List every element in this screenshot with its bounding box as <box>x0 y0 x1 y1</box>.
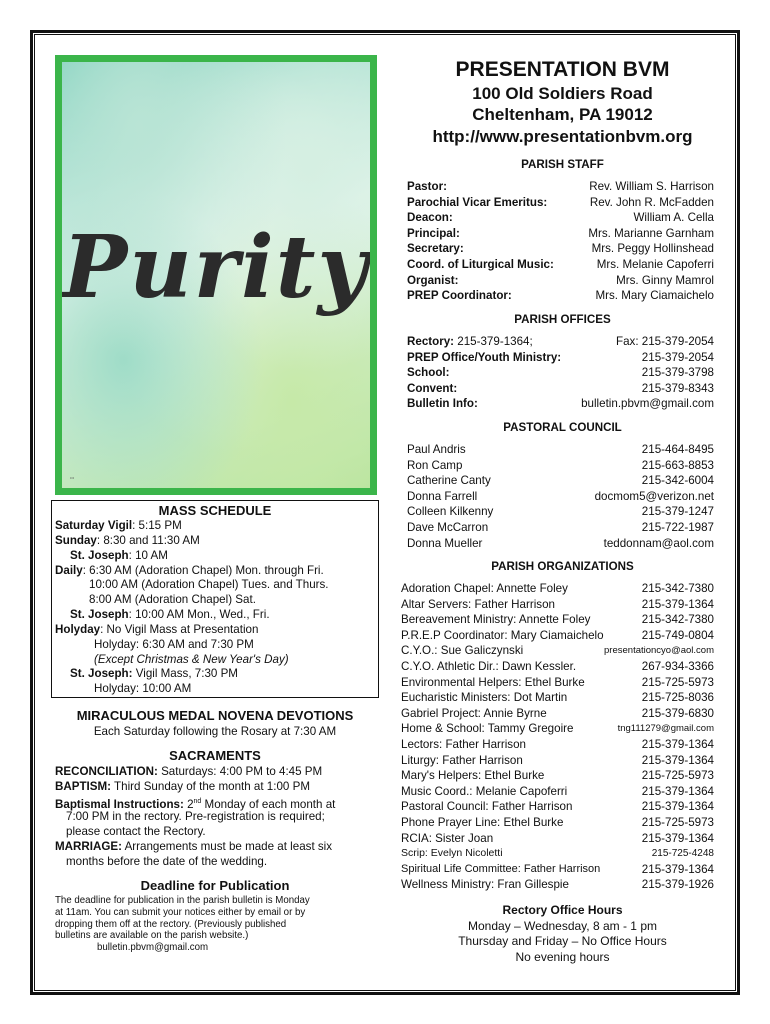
staff-row: Parochial Vicar Emeritus: Rev. John R. McFadden <box>407 195 714 209</box>
council-row: Donna Mueller teddonnam@aol.com <box>407 536 714 550</box>
mass-holyday-line3: (Except Christmas & New Year's Day) <box>94 653 289 666</box>
org-row: Gabriel Project: Annie Byrne 215-379-6830 <box>401 706 714 720</box>
pastoral-council-title: PASTORAL COUNCIL <box>503 421 622 434</box>
org-row: C.Y.O.: Sue Galiczynski presentationcyo@aol.com <box>401 644 714 658</box>
staff-row: Principal: Mrs. Marianne Garnham <box>407 226 714 240</box>
org-row: Bereavement Ministry: Annette Foley 215-342-7380 <box>401 613 714 627</box>
staff-row: Secretary: Mrs. Peggy Hollinshead <box>407 242 714 256</box>
cover-word: Purity <box>62 217 370 318</box>
deadline-line2: at 11am. You can submit your notices either by email or by <box>55 906 306 918</box>
staff-row: Pastor: Rev. William S. Harrison <box>407 180 714 193</box>
org-row: P.R.E.P Coordinator: Mary Ciamaichelo 215-749-0804 <box>401 628 714 642</box>
novena-title: MIRACULOUS MEDAL NOVENA DEVOTIONS <box>76 708 354 723</box>
office-hours-line2: Thursday and Friday – No Office Hours <box>458 934 667 949</box>
office-row-rectory: Rectory: 215-379-1364; Fax: 215-379-2054 <box>407 335 714 348</box>
parish-organizations-list <box>401 581 714 895</box>
mass-daily-line3: 8:00 AM (Adoration Chapel) Sat. <box>89 593 256 606</box>
mass-holyday-line4: Holyday: 10:00 AM <box>94 682 192 695</box>
mass-st-joseph-holyday: St. Joseph: Vigil Mass, 7:30 PM <box>70 667 238 680</box>
staff-row: PREP Coordinator: Mrs. Mary Ciamaichelo <box>407 289 714 303</box>
council-row: Paul Andris 215-464-8495 <box>407 443 714 456</box>
council-row: Colleen Kilkenny 215-379-1247 <box>407 505 714 519</box>
header <box>395 57 730 149</box>
org-row: Spiritual Life Committee: Father Harrison 215-379-1364 <box>401 862 714 876</box>
staff-row: Deacon: William A. Cella <box>407 211 714 225</box>
org-row: Liturgy: Father Harrison 215-379-1364 <box>401 753 714 767</box>
deadline-line4: bulletins are available on the parish website.) <box>55 930 249 942</box>
mass-saturday: Saturday Vigil: 5:15 PM <box>55 519 182 532</box>
council-row: Catherine Canty 215-342-6004 <box>407 474 714 488</box>
mass-holyday-line2: Holyday: 6:30 AM and 7:30 PM <box>94 638 254 651</box>
office-row: Bulletin Info: bulletin.pbvm@gmail.com <box>407 397 714 411</box>
org-row: Altar Servers: Father Harrison 215-379-1364 <box>401 597 714 611</box>
office-hours-line1: Monday – Wednesday, 8 am - 1 pm <box>468 918 657 933</box>
office-hours-title: Rectory Office Hours <box>502 903 623 917</box>
parish-organizations-title: PARISH ORGANIZATIONS <box>491 560 634 573</box>
cover-image <box>55 55 377 495</box>
cover-credit-mark: ••• <box>70 475 75 480</box>
sacrament-baptismal-instructions: Baptismal Instructions: 2nd Monday of each month at <box>55 797 336 811</box>
deadline-title: Deadline for Publication <box>140 878 290 893</box>
office-row: Convent: 215-379-8343 <box>407 381 714 395</box>
deadline-line3: dropping them off at the rectory. (Previously published <box>55 918 287 930</box>
org-row: Mary's Helpers: Ethel Burke 215-725-5973 <box>401 769 714 783</box>
office-hours <box>395 903 730 965</box>
council-row: Ron Camp 215-663-8853 <box>407 458 714 472</box>
org-row: C.Y.O. Athletic Dir.: Dawn Kessler. 267-934-3366 <box>401 660 714 673</box>
council-row: Dave McCarron 215-722-1987 <box>407 521 714 534</box>
office-hours-line3: No evening hours <box>515 949 610 964</box>
sacrament-baptismal-line2: 7:00 PM in the rectory. Pre-registration is required; <box>66 810 325 823</box>
org-row: Lectors: Father Harrison 215-379-1364 <box>401 738 714 751</box>
sacrament-baptism: BAPTISM: Third Sunday of the month at 1:00 PM <box>55 780 310 793</box>
org-row: Eucharistic Ministers: Dot Martin 215-725-8036 <box>401 691 714 705</box>
sacrament-marriage-line2: months before the date of the wedding. <box>66 855 268 868</box>
council-row: Donna Farrell docmom5@verizon.net <box>407 489 714 503</box>
pastoral-council-list <box>407 442 714 554</box>
novena-text: Each Saturday following the Rosary at 7:30 AM <box>93 725 337 738</box>
office-row: PREP Office/Youth Ministry: 215-379-2054 <box>407 350 714 364</box>
office-row: School: 215-379-3798 <box>407 366 714 380</box>
deadline-text <box>55 895 377 954</box>
website[interactable]: http://www.presentationbvm.org <box>432 127 693 146</box>
mass-st-joseph-sunday: St. Joseph: 10 AM <box>70 549 168 562</box>
address-line2: Cheltenham, PA 19012 <box>472 105 653 124</box>
org-row: Environmental Helpers: Ethel Burke 215-725-5973 <box>401 675 714 689</box>
deadline-line1: The deadline for publication in the parish bulletin is Monday <box>55 895 310 906</box>
sacrament-reconciliation: RECONCILIATION: Saturdays: 4:00 PM to 4:45 PM <box>55 765 323 778</box>
deadline-email[interactable]: bulletin.pbvm@gmail.com <box>97 942 209 954</box>
staff-row: Coord. of Liturgical Music: Mrs. Melanie Capoferri <box>407 258 714 271</box>
org-row: Adoration Chapel: Annette Foley 215-342-7380 <box>401 582 714 595</box>
parish-staff-list <box>407 179 714 307</box>
org-row: Pastoral Council: Father Harrison 215-379-1364 <box>401 800 714 814</box>
sacraments-title: SACRAMENTS <box>169 748 261 763</box>
parish-offices-list <box>407 334 714 414</box>
mass-sunday: Sunday: 8:30 and 11:30 AM <box>55 534 200 547</box>
org-row: Music Coord.: Melanie Capoferri 215-379-1364 <box>401 784 714 798</box>
parish-offices-title: PARISH OFFICES <box>514 313 611 326</box>
org-row: Scrip: Evelyn Nicoletti 215-725-4248 <box>401 847 714 860</box>
address-line1: 100 Old Soldiers Road <box>472 84 653 103</box>
sacrament-marriage: MARRIAGE: Arrangements must be made at least six <box>55 840 333 853</box>
parish-name: PRESENTATION BVM <box>455 58 670 81</box>
mass-daily: Daily: 6:30 AM (Adoration Chapel) Mon. through Fri. <box>55 564 324 577</box>
mass-st-joseph-daily: St. Joseph: 10:00 AM Mon., Wed., Fri. <box>70 608 270 621</box>
sacrament-baptismal-line3: please contact the Rectory. <box>66 825 206 838</box>
org-row: Home & School: Tammy Gregoire tng111279@gmail.com <box>401 722 714 736</box>
org-row: RCIA: Sister Joan 215-379-1364 <box>401 831 714 845</box>
org-row: Wellness Ministry: Fran Gillespie 215-379-1926 <box>401 878 714 892</box>
staff-row: Organist: Mrs. Ginny Mamrol <box>407 273 714 287</box>
mass-holyday: Holyday: No Vigil Mass at Presentation <box>55 623 259 636</box>
parish-staff-title: PARISH STAFF <box>521 158 604 171</box>
mass-schedule-title: MASS SCHEDULE <box>158 503 272 518</box>
org-row: Phone Prayer Line: Ethel Burke 215-725-5973 <box>401 816 714 829</box>
mass-daily-line2: 10:00 AM (Adoration Chapel) Tues. and Thurs. <box>89 578 329 591</box>
